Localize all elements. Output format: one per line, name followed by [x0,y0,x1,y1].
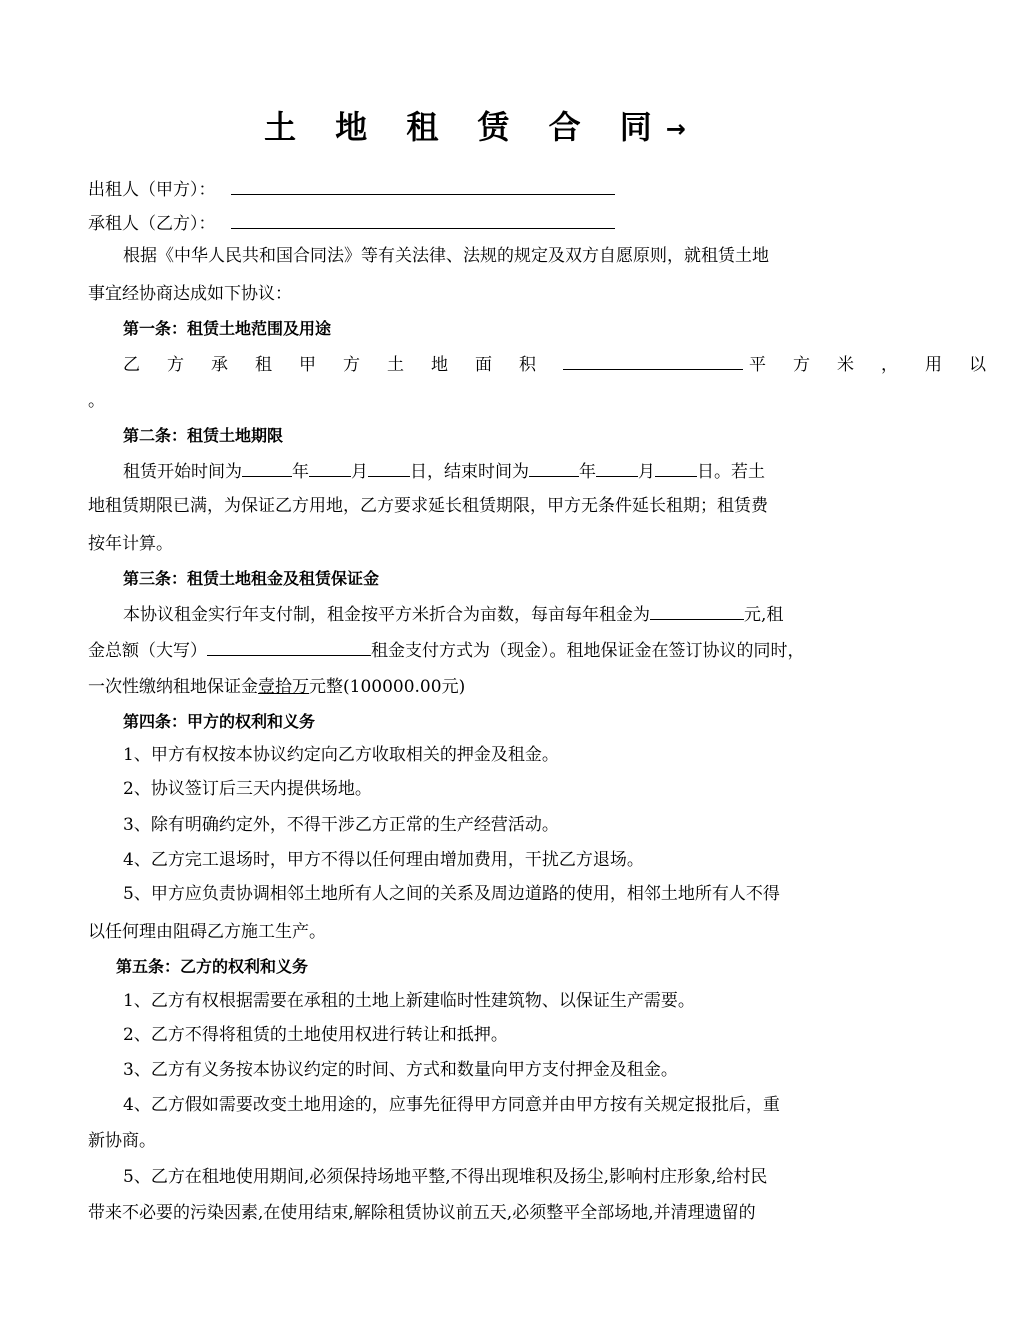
article-3-line-3 [88,675,868,699]
payment-method-text: 租金支付方式为（现金）。租地保证金在签订协议的同时， [371,641,805,661]
end-day-blank [655,458,697,477]
article-4-item-2: 2、协议签订后三天内提供场地。 [123,779,372,799]
article-4-item-1: 1、甲方有权按本协议约定向乙方收取相关的押金及租金。 [123,745,559,765]
lessor-label: 出租人（甲方）： [88,180,216,200]
intro-line-2: 事宜经协商达成如下协议： [88,284,292,304]
article-5-item-5-a: 5、乙方在租地使用期间,必须保持场地平整,不得出现堆积及扬尘,影响村庄形象,给村民 [123,1167,768,1187]
lessee-line [88,210,868,236]
deposit-label: 一次性缴纳租地保证金 [88,677,258,697]
year-label: 年 [292,462,309,482]
article-1-line [123,351,1013,377]
article-5-item-4-a: 4、乙方假如需要改变土地用途的，应事先征得甲方同意并由甲方按有关规定报批后，重 [123,1095,780,1115]
article-5-item-5-b: 带来不必要的污染因素,在使用结束,解除租赁协议前五天,必须整平全部场地,并清理遗留的 [88,1203,756,1223]
rent-rate-label: 本协议租金实行年支付制，租金按平方米折合为亩数，每亩每年租金为 [123,605,650,625]
total-rent-label: 金总额（大写） [88,641,207,661]
article-5-item-2: 2、乙方不得将租赁的土地使用权进行转让和抵押。 [123,1025,508,1045]
title-text: 土 地 租 赁 合 同 [264,108,666,146]
deposit-amount: 壹拾万 [258,677,309,697]
end-month-blank [596,458,638,477]
article-2-heading: 第二条：租赁土地期限 [123,426,284,445]
lessor-blank [231,176,615,195]
article-1-heading: 第一条：租赁土地范围及用途 [123,319,332,338]
intro-line-1: 根据《中华人民共和国合同法》等有关法律、法规的规定及双方自愿原则，就租赁土地 [123,246,769,266]
article-4-item-4: 4、乙方完工退场时，甲方不得以任何理由增加费用，干扰乙方退场。 [123,850,644,870]
article-3-heading: 第三条：租赁土地租金及租赁保证金 [123,569,380,588]
article-2-line-1 [123,458,868,484]
article-1-text-a: 乙方承租甲方土地面积 [123,355,563,375]
end-time-label: 日，结束时间为 [410,462,529,482]
article-3-line-1 [123,601,868,627]
article-4-item-3: 3、除有明确约定外，不得干涉乙方正常的生产经营活动。 [123,815,559,835]
area-blank [563,351,743,370]
month-label-2: 月 [638,462,655,482]
start-year-blank [242,458,292,477]
document-title [0,102,950,148]
article-4-heading: 第四条：甲方的权利和义务 [123,712,316,731]
article-1-text-b: 平方米，用以 [749,355,1013,375]
end-year-blank [529,458,579,477]
rent-rate-blank [650,601,744,620]
lessor-line [88,176,868,202]
total-rent-blank [207,637,371,656]
article-2-line-3: 按年计算。 [88,534,173,554]
article-4-item-5-a: 5、甲方应负责协调相邻土地所有人之间的关系及周边道路的使用，相邻土地所有人不得 [123,884,780,904]
article-2-tail: 日。若土 [697,462,765,482]
month-label: 月 [351,462,368,482]
start-time-label: 租赁开始时间为 [123,462,242,482]
deposit-tail: 元整(100000.00元) [309,677,466,697]
article-5-item-1: 1、乙方有权根据需要在承租的土地上新建临时性建筑物、以保证生产需要。 [123,991,695,1011]
lessee-label: 承租人（乙方）： [88,214,216,234]
article-5-item-3: 3、乙方有义务按本协议约定的时间、方式和数量向甲方支付押金及租金。 [123,1060,678,1080]
article-5-heading: 第五条：乙方的权利和义务 [116,957,309,976]
article-2-line-2: 地租赁期限已满，为保证乙方用地，乙方要求延长租赁期限，甲方无条件延长租期；租赁费 [88,496,768,516]
article-3-line-2 [88,637,868,663]
year-label-2: 年 [579,462,596,482]
article-1-end: 。 [88,391,105,411]
rent-unit: 元,租 [744,605,784,625]
start-day-blank [368,458,410,477]
article-5-item-4-b: 新协商。 [88,1131,156,1151]
article-4-item-5-b: 以任何理由阻碍乙方施工生产。 [88,922,326,942]
start-month-blank [309,458,351,477]
lessee-blank [231,210,615,229]
title-arrow-icon: → [665,115,686,143]
